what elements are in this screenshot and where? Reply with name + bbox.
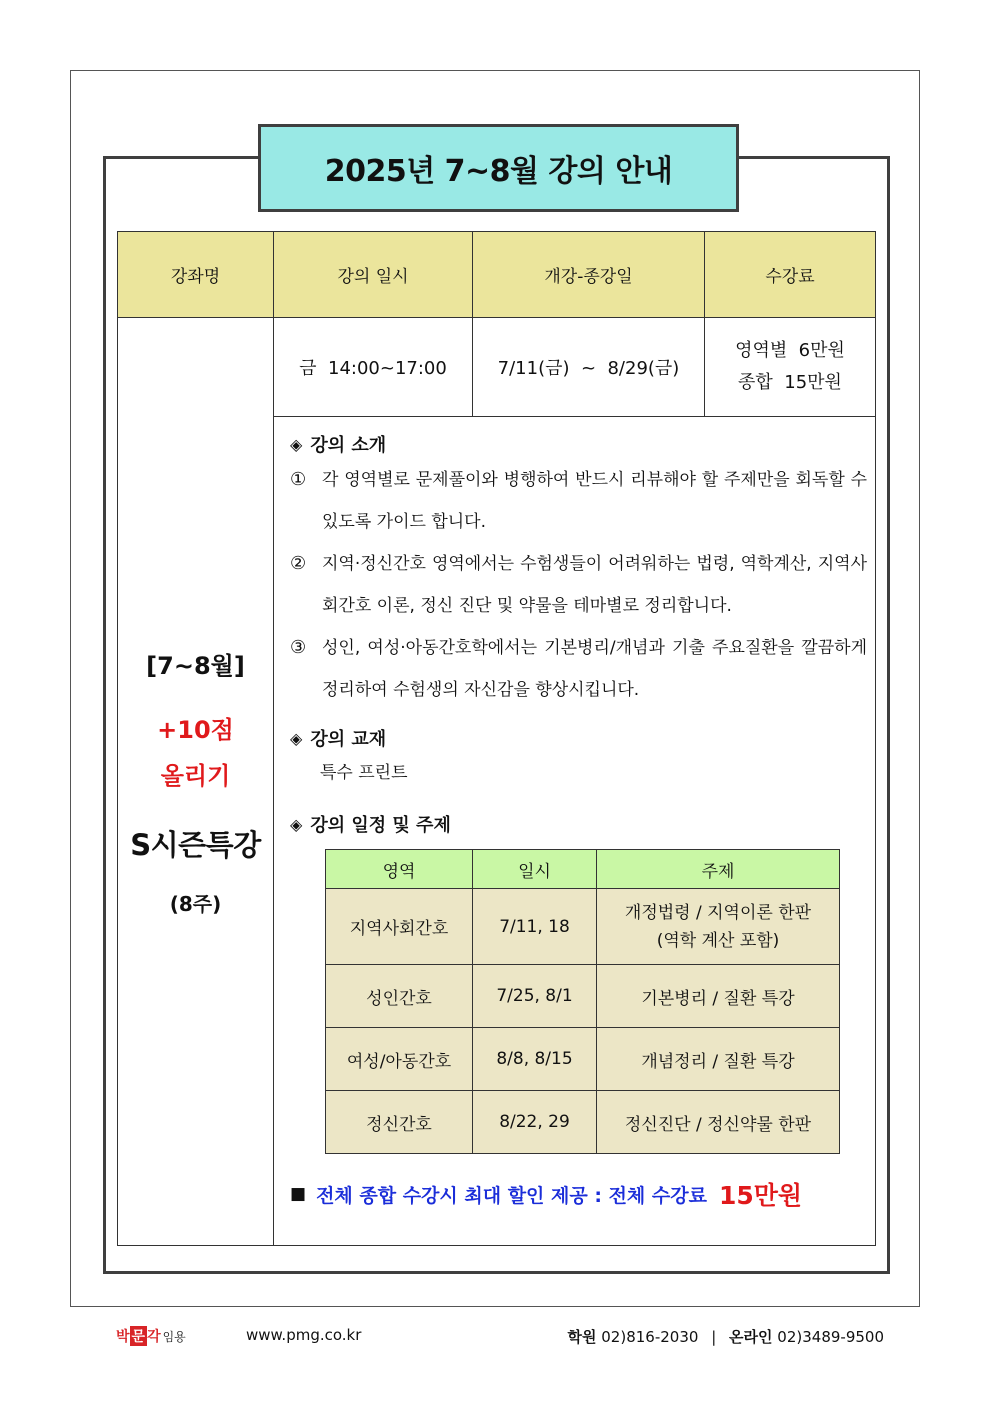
row-area: 성인간호 xyxy=(326,965,473,1028)
online-label: 온라인 xyxy=(729,1328,773,1346)
intro-item xyxy=(290,543,867,627)
lecture-period: 7/11(금) ~ 8/29(금) xyxy=(473,318,705,417)
detail-cell xyxy=(274,417,876,1246)
logo-sub: 임용 xyxy=(162,1330,186,1344)
fee-per-area: 영역별 6만원 xyxy=(735,340,845,361)
row-topic: 정신진단 / 정신약물 한판 xyxy=(597,1091,840,1154)
brand-logo xyxy=(116,1326,186,1346)
intro-heading-text: 강의 소개 xyxy=(310,435,387,456)
header-lecture-time: 강의 일시 xyxy=(274,232,473,318)
table-row xyxy=(326,965,840,1028)
material-text: 특수 프린트 xyxy=(320,763,408,783)
material-heading xyxy=(290,723,867,753)
online-phone: 02)3489-9500 xyxy=(777,1328,884,1346)
discount-notice xyxy=(290,1176,867,1212)
course-name-cell xyxy=(118,318,274,1246)
row-topic-line: 개정법령 / 지역이론 한판 xyxy=(624,902,812,923)
schedule-table xyxy=(325,849,840,1154)
logo-text-3: 각 xyxy=(147,1329,161,1345)
academy-label: 학원 xyxy=(567,1328,597,1346)
row-area: 정신간호 xyxy=(326,1091,473,1154)
item-text: 성인, 여성·아동간호학에서는 기본병리/개념과 기출 주요질환을 깔끔하게 정리하여 수험생의 자신감을 향상시킵니다. xyxy=(322,638,867,700)
course-months: [7~8월] xyxy=(146,652,245,680)
footer xyxy=(0,1322,992,1350)
schedule-header-area: 영역 xyxy=(326,850,473,889)
discount-price: 15만원 xyxy=(718,1181,803,1210)
academy-phone: 02)816-2030 xyxy=(601,1328,699,1346)
table-row xyxy=(326,1028,840,1091)
diamond-bullet-icon: ◈ xyxy=(290,728,303,748)
diamond-bullet-icon: ◈ xyxy=(290,814,303,834)
intro-item xyxy=(290,627,867,711)
logo-text-1: 박 xyxy=(116,1329,130,1345)
item-number: ③ xyxy=(290,637,307,658)
item-text: 지역·정신간호 영역에서는 수험생들이 어려워하는 법령, 역학계산, 지역사회간호 이론, 정신 진단 및 약물을 테마별로 정리합니다. xyxy=(322,554,867,616)
row-area: 지역사회간호 xyxy=(326,889,473,965)
intro-heading xyxy=(290,429,867,459)
row-topic xyxy=(597,889,840,965)
fee-cell xyxy=(705,318,876,417)
row-date: 7/11, 18 xyxy=(473,889,597,965)
row-date: 8/22, 29 xyxy=(473,1091,597,1154)
item-number: ② xyxy=(290,553,307,574)
separator: | xyxy=(711,1328,717,1346)
fee-total: 종합 15만원 xyxy=(738,372,842,393)
discount-text: 전체 종합 수강시 최대 할인 제공 : 전체 수강료 xyxy=(316,1184,707,1207)
website-link[interactable]: www.pmg.co.kr xyxy=(246,1326,362,1344)
row-area: 여성/아동간호 xyxy=(326,1028,473,1091)
row-date: 7/25, 8/1 xyxy=(473,965,597,1028)
row-date: 8/8, 8/15 xyxy=(473,1028,597,1091)
header-period: 개강-종강일 xyxy=(473,232,705,318)
schedule-header-date: 일시 xyxy=(473,850,597,889)
course-weeks: (8주) xyxy=(169,892,222,916)
schedule-header-topic: 주제 xyxy=(597,850,840,889)
course-tagline-2: 올리기 xyxy=(160,762,231,790)
course-tagline-1: +10점 xyxy=(157,716,234,744)
row-topic-line: (역학 계산 포함) xyxy=(656,930,780,951)
item-text: 각 영역별로 문제풀이와 병행하여 반드시 리뷰해야 할 주제만을 회독할 수 있도록 가이드 합니다. xyxy=(322,470,867,532)
header-course-name: 강좌명 xyxy=(118,232,274,318)
lecture-time: 금 14:00~17:00 xyxy=(274,318,473,417)
row-topic: 기본병리 / 질환 특강 xyxy=(597,965,840,1028)
row-topic: 개념정리 / 질환 특강 xyxy=(597,1028,840,1091)
course-title: S시즌특강 xyxy=(130,828,261,862)
plan-heading-text: 강의 일정 및 주제 xyxy=(310,815,451,836)
course-table xyxy=(117,231,876,1246)
contact-info xyxy=(567,1326,884,1347)
diamond-bullet-icon: ◈ xyxy=(290,434,303,454)
table-row xyxy=(326,1091,840,1154)
intro-item xyxy=(290,459,867,543)
plan-heading xyxy=(290,809,867,839)
table-row xyxy=(326,889,840,965)
page-title: 2025년 7~8월 강의 안내 xyxy=(258,124,739,212)
material-heading-text: 강의 교재 xyxy=(310,729,387,750)
header-fee: 수강료 xyxy=(705,232,876,318)
item-number: ① xyxy=(290,469,307,490)
logo-text-2: 문 xyxy=(130,1326,148,1346)
square-bullet-icon: ■ xyxy=(290,1184,307,1204)
